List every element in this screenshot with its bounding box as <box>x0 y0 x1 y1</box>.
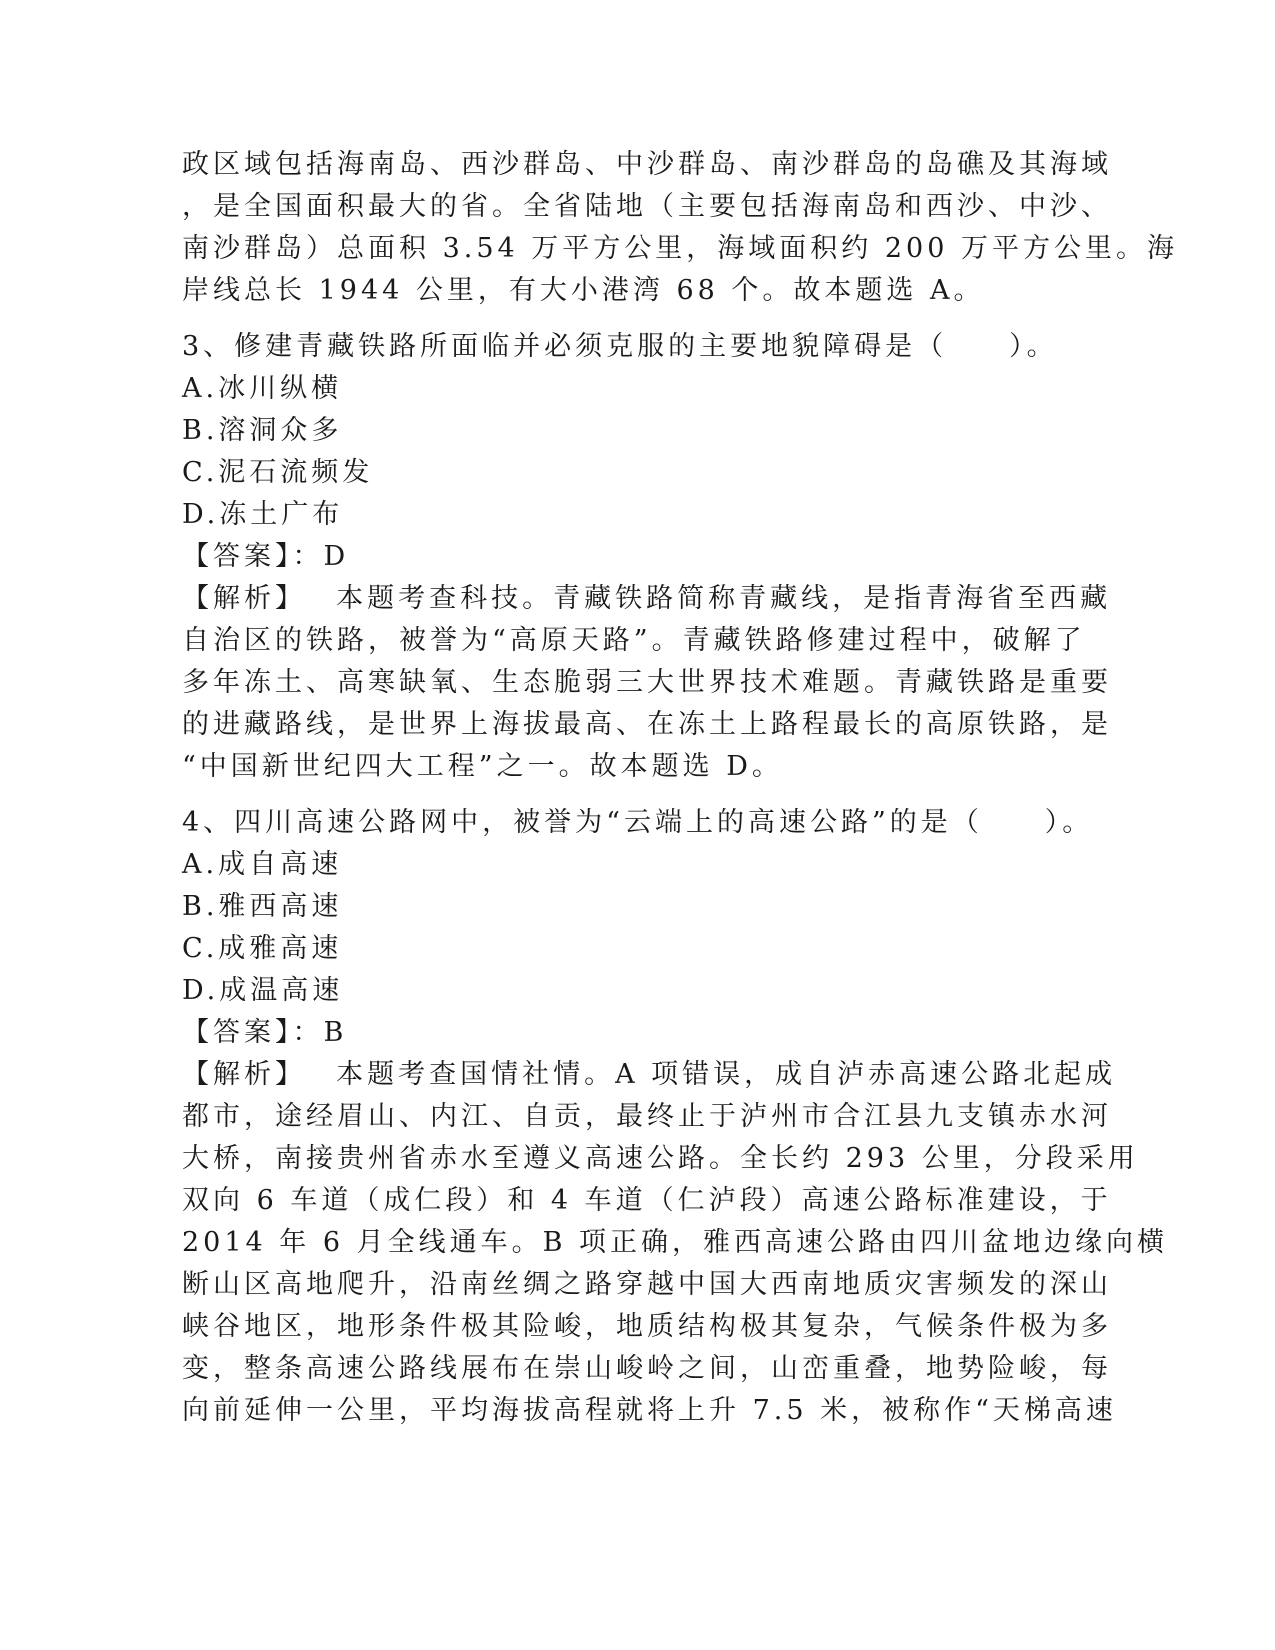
answer-line: 【答案】：B <box>182 1017 348 1048</box>
explanation-line: 【解析】 本题考查科技。青藏铁路简称青藏线，是指青海省至西藏 <box>182 583 1112 614</box>
explanation-line: 大桥，南接贵州省赤水至遵义高速公路。全长约 293 公里，分段采用 <box>182 1143 1139 1174</box>
explanation-line: 2014 年 6 月全线通车。B 项正确，雅西高速公路由四川盆地边缘向横 <box>182 1227 1169 1258</box>
explanation-line: 的进藏路线，是世界上海拔最高、在冻土上路程最长的高原铁路，是 <box>182 709 1112 740</box>
option-a: A.成自高速 <box>182 849 343 880</box>
explanation-line: 自治区的铁路，被誉为“高原天路”。青藏铁路修建过程中，破解了 <box>182 625 1086 656</box>
explanation-line: 都市，途经眉山、内江、自贡，最终止于泸州市合江县九支镇赤水河 <box>182 1101 1112 1132</box>
explanation-line: 变，整条高速公路线展布在崇山峻岭之间，山峦重叠，地势险峻，每 <box>182 1353 1112 1384</box>
option-b: B.溶洞众多 <box>182 415 343 446</box>
option-c: C.泥石流频发 <box>182 457 374 488</box>
text-line: 政区域包括海南岛、西沙群岛、中沙群岛、南沙群岛的岛礁及其海域 <box>182 149 1112 180</box>
text-line: 南沙群岛）总面积 3.54 万平方公里，海域面积约 200 万平方公里。海 <box>182 233 1178 264</box>
text-line: ，是全国面积最大的省。全省陆地（主要包括海南岛和西沙、中沙、 <box>182 191 1112 222</box>
explanation-line: 向前延伸一公里，平均海拔高程就将上升 7.5 米，被称作“天梯高速 <box>182 1395 1117 1426</box>
explanation-line: “中国新世纪四大工程”之一。故本题选 D。 <box>182 751 783 782</box>
explanation-line: 峡谷地区，地形条件极其险峻，地质结构极其复杂，气候条件极为多 <box>182 1311 1112 1342</box>
question-text: 3、修建青藏铁路所面临并必须克服的主要地貌障碍是（ ）。 <box>182 331 1058 362</box>
question-3 <box>182 326 1112 788</box>
option-d: D.冻土广布 <box>182 499 344 530</box>
question-text: 4、四川高速公路网中，被誉为“云端上的高速公路”的是（ ）。 <box>182 807 1094 838</box>
option-b: B.雅西高速 <box>182 891 343 922</box>
explanation-line: 双向 6 车道（成仁段）和 4 车道（仁泸段）高速公路标准建设，于 <box>182 1185 1112 1216</box>
question-4 <box>182 802 1169 1432</box>
option-a: A.冰川纵横 <box>182 373 343 404</box>
text-line: 岸线总长 1944 公里，有大小港湾 68 个。故本题选 A。 <box>182 275 985 306</box>
explanation-line: 断山区高地爬升，沿南丝绸之路穿越中国大西南地质灾害频发的深山 <box>182 1269 1112 1300</box>
previous-explanation-tail <box>182 144 1178 312</box>
document-body <box>182 144 1178 1432</box>
option-d: D.成温高速 <box>182 975 344 1006</box>
explanation-line: 多年冻土、高寒缺氧、生态脆弱三大世界技术难题。青藏铁路是重要 <box>182 667 1112 698</box>
option-c: C.成雅高速 <box>182 933 343 964</box>
explanation-line: 【解析】 本题考查国情社情。A 项错误，成自泸赤高速公路北起成 <box>182 1059 1117 1090</box>
answer-line: 【答案】：D <box>182 541 350 572</box>
